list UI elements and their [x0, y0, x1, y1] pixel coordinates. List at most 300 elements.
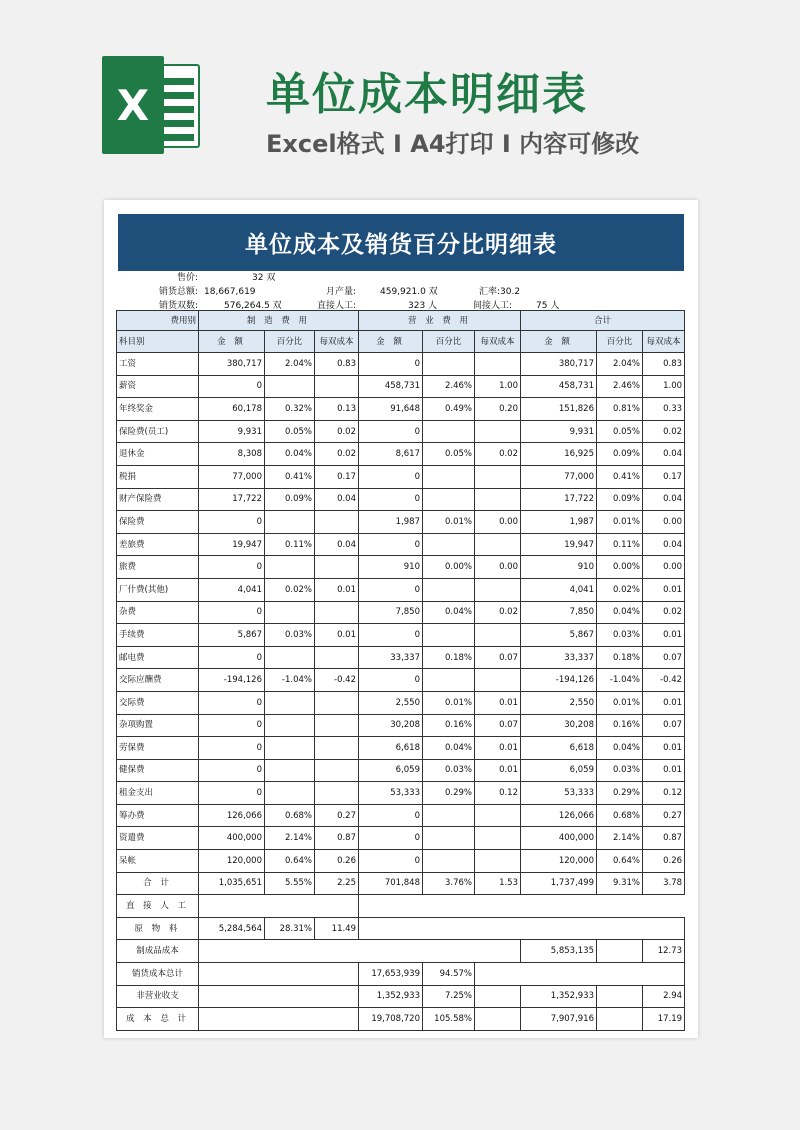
cell: 0.12	[643, 782, 685, 805]
cell: 0.49%	[423, 398, 475, 421]
cell: 77,000	[521, 465, 597, 488]
cell: 1,352,933	[359, 985, 423, 1008]
cell: 0.05%	[265, 420, 315, 443]
cell: 0.03%	[597, 624, 643, 647]
cell: 0.26	[643, 850, 685, 873]
cell: 0.68%	[597, 804, 643, 827]
cell: 0.16%	[597, 714, 643, 737]
cell: 33,337	[359, 646, 423, 669]
table-row	[117, 827, 685, 850]
column-header-per-pair: 每双成本	[475, 331, 521, 353]
cell: 0.27	[643, 804, 685, 827]
cell: 0	[199, 782, 265, 805]
row-label: 租金支出	[117, 782, 199, 805]
cell	[315, 782, 359, 805]
table-row	[117, 714, 685, 737]
cell: -0.42	[315, 669, 359, 692]
column-header-percent: 百分比	[265, 331, 315, 353]
cell: 0.03%	[265, 624, 315, 647]
cell	[265, 556, 315, 579]
cell	[475, 669, 521, 692]
cell	[315, 511, 359, 534]
cell: 0	[359, 850, 423, 873]
cell: 0	[359, 488, 423, 511]
table-row	[117, 646, 685, 669]
table-row	[117, 556, 685, 579]
cell	[423, 850, 475, 873]
cell: 0.81%	[597, 398, 643, 421]
cell: 0.17	[643, 465, 685, 488]
table-row-non-operating	[117, 985, 685, 1008]
table-row	[117, 782, 685, 805]
cell: 0.83	[643, 353, 685, 376]
cell: 0	[359, 578, 423, 601]
cell: 6,059	[521, 759, 597, 782]
row-label: 杂项购置	[117, 714, 199, 737]
cell: 6,618	[521, 737, 597, 760]
cell: 0	[199, 737, 265, 760]
direct-labor-label: 直接人工:	[316, 301, 356, 311]
cell: 701,848	[359, 872, 423, 895]
table-row-cogs-total	[117, 963, 685, 986]
cell: 94.57%	[423, 963, 475, 986]
cell: 9,931	[199, 420, 265, 443]
cell: 0.01	[475, 759, 521, 782]
cell: 0.01	[643, 759, 685, 782]
cell: 0.04	[643, 488, 685, 511]
cell: 5,867	[199, 624, 265, 647]
cell: -0.42	[643, 669, 685, 692]
table-row	[117, 850, 685, 873]
group-header-manufacturing: 制 造 费 用	[199, 311, 359, 331]
cell: 0	[199, 511, 265, 534]
row-label: 财产保险费	[117, 488, 199, 511]
cell: 7,850	[521, 601, 597, 624]
cell: 0	[359, 353, 423, 376]
row-label: 销货成本总计	[117, 963, 199, 986]
cell: 0.29%	[597, 782, 643, 805]
cell: 60,178	[199, 398, 265, 421]
pairs-label: 销货双数:	[158, 301, 198, 311]
cell	[265, 759, 315, 782]
cell: 0	[199, 714, 265, 737]
cell	[423, 669, 475, 692]
cell: 0.11%	[597, 533, 643, 556]
row-label: 交际应酬费	[117, 669, 199, 692]
cell: 0.02	[315, 420, 359, 443]
cell: 0.03%	[597, 759, 643, 782]
table-row-finished-goods-cost	[117, 940, 685, 963]
cell: 0	[199, 646, 265, 669]
table-row	[117, 420, 685, 443]
row-label: 原 物 料	[117, 917, 199, 940]
cell: 0.07	[643, 646, 685, 669]
cell: 0.00	[475, 511, 521, 534]
cell	[423, 353, 475, 376]
cell: 0	[359, 624, 423, 647]
row-label: 合 计	[117, 872, 199, 895]
cell: 4,041	[199, 578, 265, 601]
table-row	[117, 488, 685, 511]
cell	[315, 601, 359, 624]
cell: 1,987	[521, 511, 597, 534]
cell: 0.01%	[597, 511, 643, 534]
cell: 0	[359, 827, 423, 850]
cell	[265, 511, 315, 534]
cell: 8,308	[199, 443, 265, 466]
cell: 5,853,135	[521, 940, 597, 963]
cell: 53,333	[521, 782, 597, 805]
cell: 1.53	[475, 872, 521, 895]
cell: 0.04	[643, 443, 685, 466]
table-row	[117, 375, 685, 398]
cell	[475, 465, 521, 488]
cell: 0.02%	[265, 578, 315, 601]
corner-header-bottom: 科目别	[117, 331, 199, 353]
cell: 0.01	[643, 578, 685, 601]
indirect-labor-label: 间接人工:	[472, 301, 512, 311]
cell: 151,826	[521, 398, 597, 421]
cell: 910	[359, 556, 423, 579]
cell: 33,337	[521, 646, 597, 669]
cell	[423, 578, 475, 601]
cell: 11.49	[315, 917, 359, 940]
cell: 120,000	[199, 850, 265, 873]
cell	[315, 375, 359, 398]
cell: 5,867	[521, 624, 597, 647]
cell: 126,066	[199, 804, 265, 827]
cell: 12.73	[643, 940, 685, 963]
price-value: 32 双	[252, 273, 276, 283]
cell: 2.04%	[265, 353, 315, 376]
cell	[423, 465, 475, 488]
cell: 0.00%	[597, 556, 643, 579]
cell: 0.01%	[423, 511, 475, 534]
table-row	[117, 353, 685, 376]
cell: 6,059	[359, 759, 423, 782]
cell: 30,208	[359, 714, 423, 737]
cell	[265, 601, 315, 624]
cell: 910	[521, 556, 597, 579]
cell: 0	[199, 556, 265, 579]
output-label: 月产量:	[325, 287, 356, 297]
row-label: 制成品成本	[117, 940, 199, 963]
rate-label: 汇率:	[478, 287, 500, 297]
cost-table	[116, 310, 685, 1031]
row-label: 年终奖金	[117, 398, 199, 421]
cell	[423, 827, 475, 850]
row-label: 非营业收支	[117, 985, 199, 1008]
excel-logo-icon	[102, 56, 202, 154]
row-label: 保险费(员工)	[117, 420, 199, 443]
cell: 0.83	[315, 353, 359, 376]
cell: 2.94	[643, 985, 685, 1008]
cell: 400,000	[199, 827, 265, 850]
cell: 0	[199, 375, 265, 398]
cell: 0	[359, 669, 423, 692]
cell	[423, 420, 475, 443]
cell	[315, 691, 359, 714]
cell: 0.33	[643, 398, 685, 421]
cell: 30,208	[521, 714, 597, 737]
row-label: 工资	[117, 353, 199, 376]
table-row	[117, 737, 685, 760]
cell: 0.09%	[597, 488, 643, 511]
cell: 3.76%	[423, 872, 475, 895]
row-label: 成 本 总 计	[117, 1008, 199, 1031]
cell: 1,352,933	[521, 985, 597, 1008]
cell: 0.04%	[265, 443, 315, 466]
cell: 0.01	[643, 737, 685, 760]
table-row	[117, 578, 685, 601]
cell: 0.07	[475, 646, 521, 669]
cell: 0.41%	[597, 465, 643, 488]
cell: 0.04	[315, 533, 359, 556]
cell: 0.87	[643, 827, 685, 850]
cell: 0.01	[643, 691, 685, 714]
cell: 380,717	[199, 353, 265, 376]
cell: 2.46%	[597, 375, 643, 398]
cell: -194,126	[199, 669, 265, 692]
logo-letter: X	[102, 56, 164, 154]
cell	[475, 488, 521, 511]
cell: 8,617	[359, 443, 423, 466]
cell	[265, 375, 315, 398]
cell: 0.16%	[423, 714, 475, 737]
cell: 0.12	[475, 782, 521, 805]
cell: 1.00	[475, 375, 521, 398]
cell: 3.78	[643, 872, 685, 895]
cell: 120,000	[521, 850, 597, 873]
cell: 91,648	[359, 398, 423, 421]
column-header-percent: 百分比	[423, 331, 475, 353]
cell	[265, 714, 315, 737]
row-label: 税捐	[117, 465, 199, 488]
cell: 400,000	[521, 827, 597, 850]
cell	[423, 804, 475, 827]
cell: 1,035,651	[199, 872, 265, 895]
row-label: 健保费	[117, 759, 199, 782]
cell: 0.00	[643, 556, 685, 579]
table-row-cost-total	[117, 1008, 685, 1031]
cell: 0.26	[315, 850, 359, 873]
cell: 0.01	[475, 737, 521, 760]
cell	[475, 533, 521, 556]
cell	[475, 578, 521, 601]
cell	[475, 353, 521, 376]
cell: 1,987	[359, 511, 423, 534]
row-label: 筹办费	[117, 804, 199, 827]
group-header-total: 合计	[521, 311, 685, 331]
cell	[315, 714, 359, 737]
cell: 0.02	[643, 601, 685, 624]
cell	[315, 646, 359, 669]
cell	[265, 782, 315, 805]
cell: 0.02	[475, 601, 521, 624]
cell: -1.04%	[597, 669, 643, 692]
cell: 0.00	[643, 511, 685, 534]
cell: -1.04%	[265, 669, 315, 692]
table-row	[117, 804, 685, 827]
table-row	[117, 669, 685, 692]
cell: 1.00	[643, 375, 685, 398]
cell	[265, 737, 315, 760]
cell: 0.11%	[265, 533, 315, 556]
cell: 0	[359, 465, 423, 488]
corner-header-top: 费用别	[117, 311, 199, 331]
cell: 0.01	[315, 578, 359, 601]
cell: 0.64%	[597, 850, 643, 873]
cell: 0.04	[643, 533, 685, 556]
cell: 0.18%	[597, 646, 643, 669]
page-title: 单位成本明细表	[266, 69, 588, 120]
cell: 458,731	[521, 375, 597, 398]
cell: 19,947	[199, 533, 265, 556]
cell: 17,722	[199, 488, 265, 511]
cell: 0.02	[643, 420, 685, 443]
cell: 0.13	[315, 398, 359, 421]
cell: 5,284,564	[199, 917, 265, 940]
row-label: 手续费	[117, 624, 199, 647]
cell: 0	[199, 601, 265, 624]
table-row-direct-labor	[117, 895, 685, 918]
cell: 0.68%	[265, 804, 315, 827]
cell: 0.04%	[597, 737, 643, 760]
cell: 7.25%	[423, 985, 475, 1008]
cell: 0	[359, 804, 423, 827]
cell: 0.02%	[597, 578, 643, 601]
cell: 7,850	[359, 601, 423, 624]
cell: 0.01	[475, 691, 521, 714]
cell: 0.00%	[423, 556, 475, 579]
cell: 0.00	[475, 556, 521, 579]
cell: 7,907,916	[521, 1008, 597, 1031]
cell: 380,717	[521, 353, 597, 376]
cell: 2.14%	[265, 827, 315, 850]
row-label: 保险费	[117, 511, 199, 534]
column-header-amount: 金 额	[199, 331, 265, 353]
table-row	[117, 759, 685, 782]
cell: 458,731	[359, 375, 423, 398]
column-header-per-pair: 每双成本	[315, 331, 359, 353]
rate-value: 30.2	[500, 287, 521, 297]
cell	[265, 691, 315, 714]
row-label: 劳保费	[117, 737, 199, 760]
cell	[423, 533, 475, 556]
cell: 0.01	[643, 624, 685, 647]
table-row-total	[117, 872, 685, 895]
cell: 19,708,720	[359, 1008, 423, 1031]
cell: 0	[199, 691, 265, 714]
cell: 126,066	[521, 804, 597, 827]
row-label: 呆帐	[117, 850, 199, 873]
cell: -194,126	[521, 669, 597, 692]
group-header-operating: 营 业 费 用	[359, 311, 521, 331]
table-row	[117, 465, 685, 488]
cell: 0.18%	[423, 646, 475, 669]
sales-value: 18,667,619	[204, 287, 256, 297]
cell: 5.55%	[265, 872, 315, 895]
cell: 0.02	[315, 443, 359, 466]
page-subtitle: Excel格式 I A4打印 I 内容可修改	[266, 130, 640, 158]
table-row	[117, 443, 685, 466]
cell: 0.04	[315, 488, 359, 511]
cell	[475, 827, 521, 850]
table-row	[117, 601, 685, 624]
cell: 0.04%	[423, 737, 475, 760]
cell: 16,925	[521, 443, 597, 466]
direct-labor-value: 323 人	[408, 301, 438, 311]
cell: 105.58%	[423, 1008, 475, 1031]
cell: 0.02	[475, 443, 521, 466]
cell: 0.87	[315, 827, 359, 850]
cell: 0.07	[475, 714, 521, 737]
cell: 53,333	[359, 782, 423, 805]
cell: 2,550	[359, 691, 423, 714]
table-row-raw-material	[117, 917, 685, 940]
cell	[475, 624, 521, 647]
row-label: 交际费	[117, 691, 199, 714]
cell: 2.46%	[423, 375, 475, 398]
cell	[423, 488, 475, 511]
cell: 0.05%	[597, 420, 643, 443]
cell: 0.04%	[423, 601, 475, 624]
cell: 0.07	[643, 714, 685, 737]
output-value: 459,921.0 双	[380, 287, 438, 297]
cell: 0.03%	[423, 759, 475, 782]
column-header-amount: 金 额	[521, 331, 597, 353]
column-header-percent: 百分比	[597, 331, 643, 353]
cell: 17,722	[521, 488, 597, 511]
cell: 0	[359, 420, 423, 443]
cell: 0.29%	[423, 782, 475, 805]
row-label: 退休金	[117, 443, 199, 466]
cell: 28.31%	[265, 917, 315, 940]
cell: 0.01	[315, 624, 359, 647]
row-label: 直 接 人 工	[117, 895, 199, 918]
row-label: 杂费	[117, 601, 199, 624]
table-row	[117, 624, 685, 647]
cell: 0.17	[315, 465, 359, 488]
cell: 2.14%	[597, 827, 643, 850]
column-header-per-pair: 每双成本	[643, 331, 685, 353]
cell: 0.41%	[265, 465, 315, 488]
cell: 0.32%	[265, 398, 315, 421]
sheet-title: 单位成本及销货百分比明细表	[118, 214, 684, 271]
row-label: 薪资	[117, 375, 199, 398]
table-row	[117, 691, 685, 714]
cell: 0.27	[315, 804, 359, 827]
cell: 2.04%	[597, 353, 643, 376]
cell: 0	[199, 759, 265, 782]
cell	[475, 850, 521, 873]
row-label: 旅费	[117, 556, 199, 579]
cell: 0.01%	[423, 691, 475, 714]
cell: 1,737,499	[521, 872, 597, 895]
cell	[315, 556, 359, 579]
cell: 9,931	[521, 420, 597, 443]
cell: 19,947	[521, 533, 597, 556]
cell: 17,653,939	[359, 963, 423, 986]
cell: 2.25	[315, 872, 359, 895]
cell	[315, 737, 359, 760]
table-row	[117, 398, 685, 421]
row-label: 差旅费	[117, 533, 199, 556]
cell	[423, 624, 475, 647]
price-label: 售价:	[176, 273, 198, 283]
cell	[265, 646, 315, 669]
cell: 9.31%	[597, 872, 643, 895]
